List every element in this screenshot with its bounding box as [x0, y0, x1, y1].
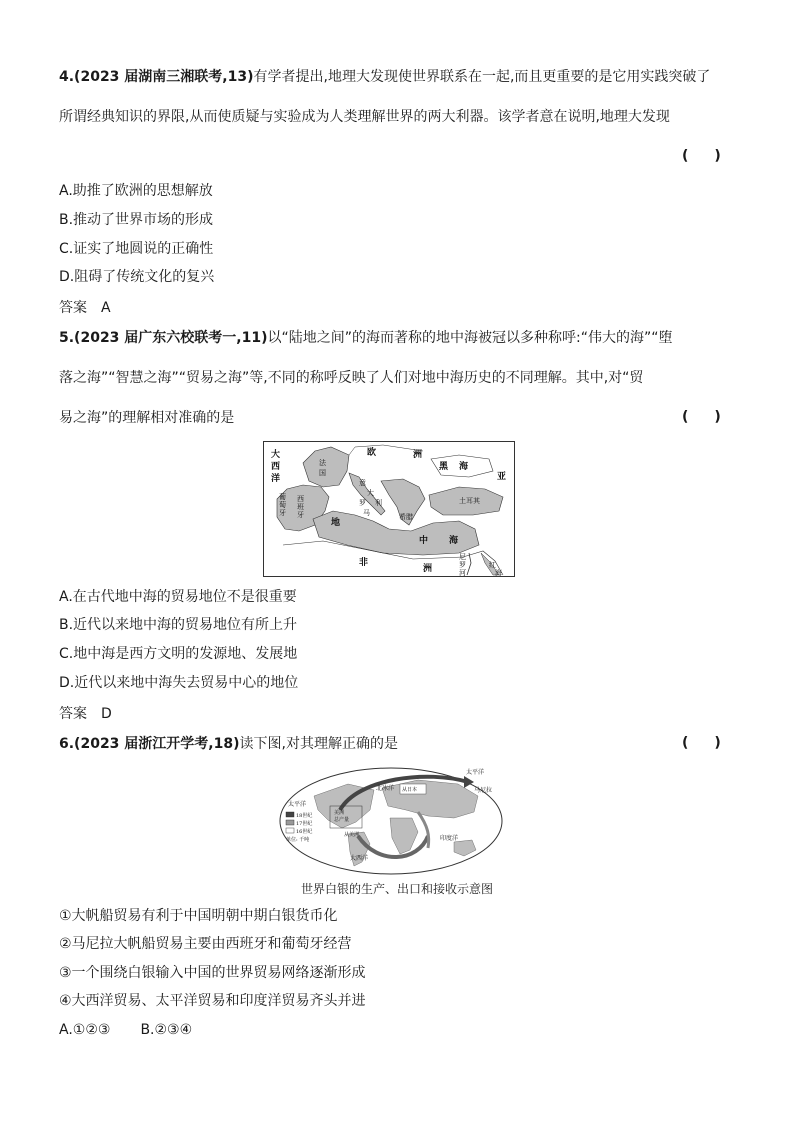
label-america-prod-2: 总产量 [334, 817, 350, 823]
label-arctic: 北冰洋 [376, 785, 395, 792]
label-asia: 亚 [497, 472, 507, 482]
label-spain-2: 班 [297, 503, 304, 511]
label-america-prod-1: 美洲 [334, 810, 345, 816]
label-med-3: 海 [449, 536, 459, 546]
label-spain-1: 西 [297, 495, 304, 503]
q4-stem-line2: 所谓经典知识的界限,从而使质疑与实验成为人类理解世界的两大利器。该学者意在说明,地理大发现 [59, 109, 670, 125]
q6-option-b: B.②③④ [140, 1022, 193, 1038]
label-turkey: 土耳其 [459, 497, 480, 505]
label-pacific-left: 太平洋 [288, 801, 307, 808]
label-portugal-3: 牙 [279, 509, 286, 517]
legend-16-swatch [286, 828, 294, 833]
q4-answer-bracket: () [682, 148, 721, 164]
label-africa-1: 非 [359, 558, 369, 568]
q4-source: 4.(2023 届湖南三湘联考,13) [59, 69, 254, 85]
q4-option-c: C.证实了地圆说的正确性 [59, 241, 214, 257]
label-nile-2: 罗 [459, 561, 466, 569]
legend-16-label: 16世纪 [296, 829, 313, 835]
legend-17-swatch [286, 820, 294, 825]
label-africa-2: 洲 [423, 564, 433, 574]
label-nile-1: 尼 [459, 553, 466, 561]
label-europe-2: 洲 [413, 450, 423, 460]
label-indian: 印度洋 [440, 835, 459, 842]
q4-answer-value: A [101, 300, 111, 316]
label-spain-3: 牙 [297, 511, 304, 519]
q5-option-a: A.在古代地中海的贸易地位不是很重要 [59, 589, 297, 605]
label-atlantic-2: 西 [271, 462, 281, 472]
q4-stem-line1: 有学者提出,地理大发现使世界联系在一起,而且更重要的是它用实践突破了 [253, 69, 711, 85]
legend-18-label: 18世纪 [296, 813, 313, 819]
legend-17-label: 17世纪 [296, 821, 313, 827]
label-med-2: 中 [419, 536, 429, 546]
q4-option-d: D.阻碍了传统文化的复兴 [59, 269, 215, 285]
label-from-america: 从美洲 [344, 832, 360, 838]
q6-answer-bracket: () [682, 735, 721, 751]
q6-statement-2: ②马尼拉大帆船贸易主要由西班牙和葡萄牙经营 [59, 936, 352, 952]
q5-line1 [59, 329, 672, 347]
label-pacific-right: 太平洋 [466, 769, 485, 776]
label-manila: 马尼拉 [474, 787, 493, 794]
label-atlantic-3: 洋 [271, 474, 281, 484]
legend-18-swatch [286, 812, 294, 817]
q6-statement-3: ③一个围绕白银输入中国的世界贸易网络逐渐形成 [59, 965, 366, 981]
label-nile-3: 河 [459, 569, 466, 577]
q6-stem: 读下图,对其理解正确的是 [239, 736, 398, 752]
q5-stem-line2: 落之海”“智慧之海”“贸易之海”等,不同的称呼反映了人们对地中海历史的不同理解。其中,对“贸 [59, 370, 644, 386]
label-redsea-2: 海 [495, 569, 502, 577]
label-greece: 希腊 [399, 513, 413, 521]
label-atlantic-1: 大 [271, 450, 281, 460]
q4-answer [59, 297, 125, 317]
q5-source: 5.(2023 届广东六校联考一,11) [59, 330, 268, 346]
q6-option-a: A.①②③ [59, 1022, 111, 1038]
legend-unit: 单位: 千吨 [286, 837, 310, 843]
q4-answer-label: 答案 [59, 300, 87, 316]
label-from-japan: 从日本 [402, 787, 418, 793]
q5-answer-bracket: () [682, 409, 721, 425]
q4-option-b: B.推动了世界市场的形成 [59, 212, 214, 228]
label-france-2: 国 [319, 469, 326, 477]
label-blacksea-1: 黑 [439, 462, 449, 472]
q5-option-c: C.地中海是西方文明的发源地、发展地 [59, 646, 298, 662]
q5-answer [59, 703, 126, 723]
q6-line1 [59, 735, 398, 753]
q5-answer-label: 答案 [59, 706, 87, 722]
label-redsea-1: 红 [489, 561, 496, 569]
label-med-1: 地 [331, 518, 341, 528]
label-portugal-1: 葡 [279, 493, 286, 501]
q5-option-d: D.近代以来地中海失去贸易中心的地位 [59, 675, 299, 691]
label-europe-1: 欧 [367, 448, 377, 458]
label-atlantic: 大西洋 [350, 855, 369, 862]
label-france-1: 法 [319, 459, 326, 467]
label-portugal-2: 萄 [279, 501, 286, 509]
silver-trade-map [278, 766, 504, 876]
label-italy-1: 意 [359, 479, 366, 487]
q6-options-line [59, 1021, 192, 1039]
label-rome-2: 马 [363, 509, 370, 517]
q6-figure-caption: 世界白银的生产、出口和接收示意图 [300, 882, 493, 896]
q4-line1 [59, 68, 710, 86]
label-italy-2: 大 [367, 489, 374, 497]
q5-answer-value: D [101, 706, 112, 722]
q5-stem-line1: 以“陆地之间”的海而著称的地中海被冠以多种称呼:“伟大的海”“堕 [267, 330, 673, 346]
q5-stem-line3: 易之海”的理解相对准确的是 [59, 410, 235, 426]
label-italy-3: 利 [375, 499, 382, 507]
label-blacksea-2: 海 [459, 462, 469, 472]
q4-option-a: A.助推了欧洲的思想解放 [59, 183, 213, 199]
mediterranean-map [263, 441, 515, 577]
q6-source: 6.(2023 届浙江开学考,18) [59, 736, 240, 752]
q6-statement-4: ④大西洋贸易、太平洋贸易和印度洋贸易齐头并进 [59, 993, 366, 1009]
q5-option-b: B.近代以来地中海的贸易地位有所上升 [59, 617, 298, 633]
q6-statement-1: ①大帆船贸易有利于中国明朝中期白银货币化 [59, 908, 338, 924]
label-rome-1: 罗 [359, 499, 366, 507]
